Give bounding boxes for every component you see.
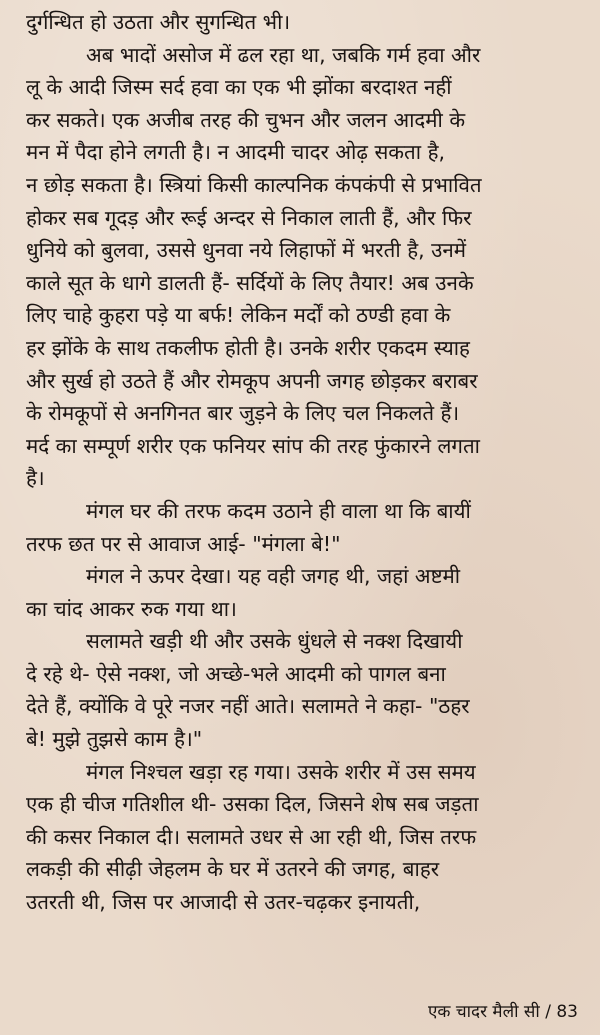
text-line: मंगल निश्चल खड़ा रह गया। उसके शरीर में उस समय xyxy=(86,759,476,784)
text-line: मन में पैदा होने लगती है। न आदमी चादर ओढ़ सकता है, xyxy=(26,140,445,165)
text-line: दे रहे थे- ऐसे नक्श, जो अच्छे-भले आदमी को पागल बना xyxy=(26,661,446,686)
text-line: का चांद आकर रुक गया था। xyxy=(26,596,237,621)
text-line: धुनिये को बुलवा, उससे धुनवा नये लिहाफों में भरती है, उनमें xyxy=(26,238,466,263)
text-line: लू के आदी जिस्म सर्द हवा का एक भी झोंका बरदाश्त नहीं xyxy=(26,75,452,100)
text-line: दुर्गन्धित हो उठता और सुगन्धित भी। xyxy=(26,10,291,34)
text-line: मंगल घर की तरफ कदम उठाने ही वाला था कि बायीं xyxy=(86,498,471,523)
text-line: देते हैं, क्योंकि वे पूरे नजर नहीं आते। सलामते ने कहा- "ठहर xyxy=(26,694,470,719)
text-line: अब भादों असोज में ढल रहा था, जबकि गर्म हवा और xyxy=(86,42,481,67)
text-line: सलामते खड़ी थी और उसके धुंधले से नक्श दिखायी xyxy=(86,629,463,654)
page-body-text xyxy=(26,6,582,919)
text-line: एक ही चीज गतिशील थी- उसका दिल, जिसने शेष सब जड़ता xyxy=(26,792,479,817)
text-line: लकड़ी की सीढ़ी जेहलम के घर में उतरने की जगह, बाहर xyxy=(26,857,440,882)
page-footer: एक चादर मैली सी / 83 xyxy=(427,1002,578,1022)
text-line: तरफ छत पर से आवाज आई- "मंगला बे!" xyxy=(26,531,341,556)
text-line: लिए चाहे कुहरा पड़े या बर्फ! लेकिन मर्दों को ठण्डी हवा के xyxy=(26,303,451,328)
text-line: है। xyxy=(26,466,45,491)
text-line: उतरती थी, जिस पर आजादी से उतर-चढ़कर इनायती, xyxy=(26,890,421,915)
text-line: की कसर निकाल दी। सलामते उधर से आ रही थी, जिस तरफ xyxy=(26,824,477,849)
text-line: मंगल ने ऊपर देखा। यह वही जगह थी, जहां अष्टमी xyxy=(86,564,461,589)
text-line: हर झोंके के साथ तकलीफ होती है। उनके शरीर एकदम स्याह xyxy=(26,335,470,360)
text-line: न छोड़ सकता है। स्त्रियां किसी काल्पनिक कंपकंपी से प्रभावित xyxy=(26,172,482,197)
text-line: बे! मुझे तुझसे काम है।" xyxy=(26,727,203,752)
text-line: होकर सब गूदड़ और रूई अन्दर से निकाल लाती हैं, और फिर xyxy=(26,205,472,230)
text-line: और सुर्ख हो उठते हैं और रोमकूप अपनी जगह छोड़कर बराबर xyxy=(26,368,478,393)
text-line: मर्द का सम्पूर्ण शरीर एक फनियर सांप की तरह फुंकारने लगता xyxy=(26,433,480,458)
text-line: कर सकते। एक अजीब तरह की चुभन और जलन आदमी के xyxy=(26,107,466,132)
text-line: के रोमकूपों से अनगिनत बार जुड़ने के लिए चल निकलते हैं। xyxy=(26,401,460,426)
text-line: काले सूत के धागे डालती हैं- सर्दियों के लिए तैयार! अब उनके xyxy=(26,270,474,295)
